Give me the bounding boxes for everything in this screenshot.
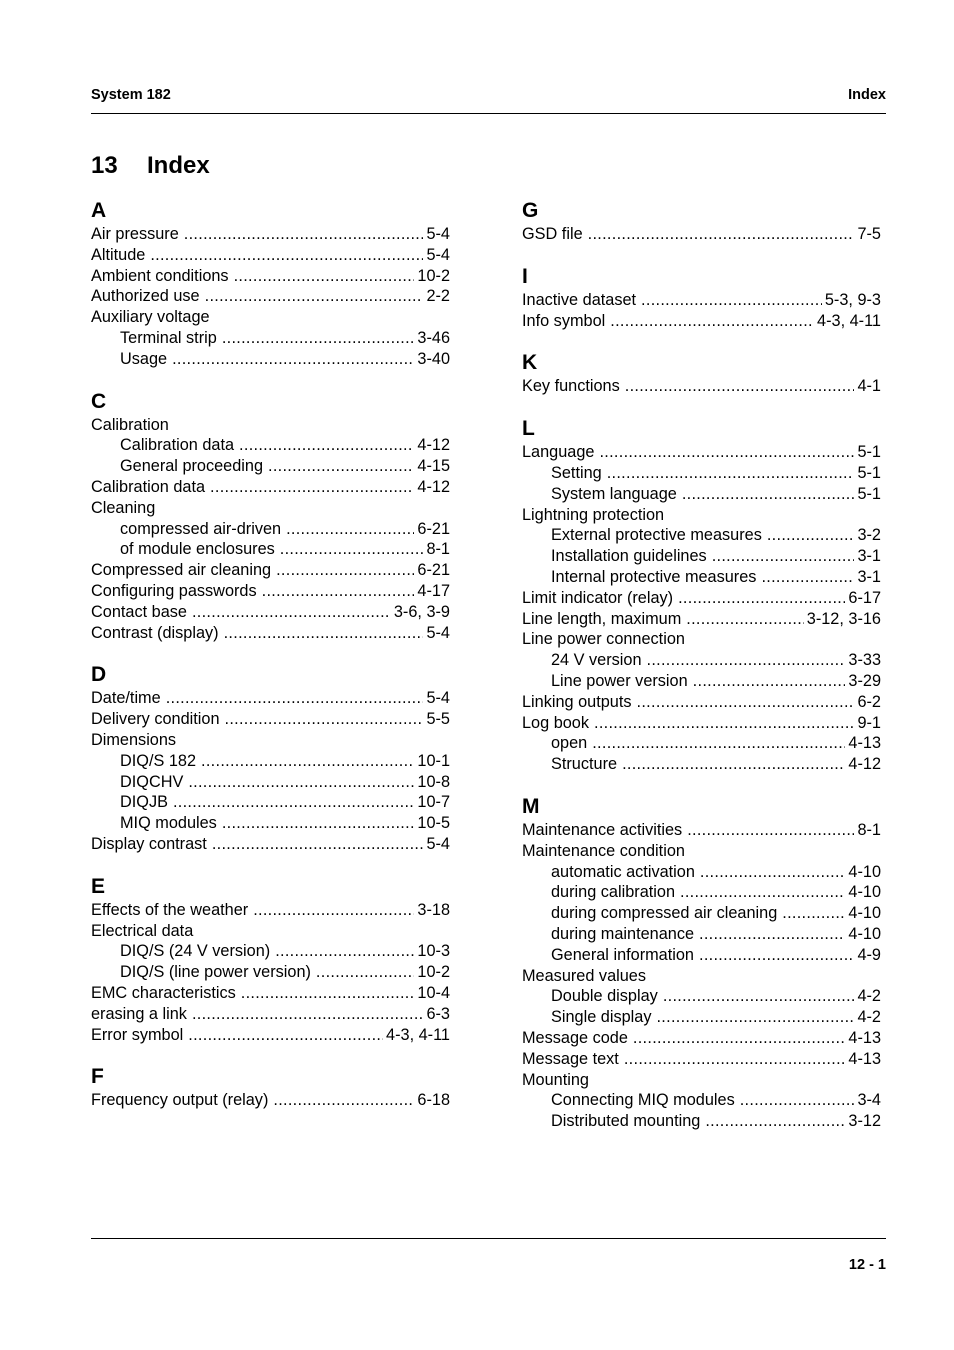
entry-page-ref: 10-5	[417, 814, 450, 833]
section-letter: C	[91, 389, 107, 413]
entry-page-ref: 5-3, 9-3	[824, 290, 881, 309]
index-section-f	[91, 1064, 450, 1111]
index-entry	[91, 709, 450, 730]
entry-page-ref: 10-2	[417, 963, 450, 982]
index-entry	[522, 1049, 881, 1070]
entry-page-ref: 3-2	[857, 526, 881, 545]
entry-page-ref: 2-2	[426, 287, 450, 306]
index-subentry	[91, 539, 450, 560]
header-section-title: Index	[848, 87, 886, 103]
dot-leader	[192, 1004, 424, 1025]
index-subentry	[522, 1090, 881, 1111]
entry-term: DIQJB	[120, 793, 168, 812]
dot-leader	[225, 709, 424, 730]
entry-term: during compressed air cleaning	[551, 904, 778, 923]
entry-page-ref: 6-21	[417, 561, 450, 580]
entry-term: Contrast (display)	[91, 623, 219, 642]
entry-term: 24 V version	[551, 651, 642, 670]
entry-page-ref: 5-1	[857, 443, 881, 462]
dot-leader	[687, 820, 854, 841]
index-entry	[522, 629, 881, 650]
index-entry	[91, 1004, 450, 1025]
index-section-g	[522, 198, 881, 245]
index-subentry	[91, 941, 450, 962]
entry-term: Measured values	[522, 966, 646, 985]
index-entry	[522, 442, 881, 463]
dot-leader	[712, 546, 855, 567]
index-entry	[91, 560, 450, 581]
entry-page-ref: 3-33	[848, 651, 881, 670]
entry-page-ref: 4-10	[848, 862, 881, 881]
dot-leader	[150, 245, 423, 266]
index-subentry	[522, 525, 881, 546]
dot-leader	[222, 813, 415, 834]
entry-page-ref: 4-10	[848, 883, 881, 902]
index-subentry	[522, 754, 881, 775]
entry-term: Calibration	[91, 415, 169, 434]
index-entry	[91, 688, 450, 709]
entry-term: Altitude	[91, 245, 146, 264]
dot-leader	[592, 733, 845, 754]
entry-page-ref: 4-1	[857, 377, 881, 396]
entry-page-ref: 4-10	[848, 904, 881, 923]
dot-leader	[637, 692, 855, 713]
index-subentry	[91, 772, 450, 793]
index-subentry	[522, 882, 881, 903]
dot-leader	[656, 1007, 854, 1028]
entry-term: EMC characteristics	[91, 983, 236, 1002]
dot-leader	[268, 456, 414, 477]
index-subentry	[91, 519, 450, 540]
section-letter: D	[91, 663, 107, 687]
dot-leader	[641, 290, 822, 311]
footer-rule	[91, 1238, 886, 1239]
page-number: 12 - 1	[848, 1257, 886, 1273]
index-section-d	[91, 662, 450, 854]
dot-leader	[316, 962, 414, 983]
index-subentry	[91, 456, 450, 477]
dot-leader	[276, 560, 414, 581]
index-subentry	[522, 862, 881, 883]
index-entry	[522, 224, 881, 245]
index-entry	[522, 376, 881, 397]
index-section-a	[91, 198, 450, 370]
dot-leader	[588, 224, 855, 245]
entry-term: Terminal strip	[120, 328, 217, 347]
index-subentry	[522, 650, 881, 671]
entry-page-ref: 3-4	[857, 1091, 881, 1110]
index-entry	[91, 266, 450, 287]
entry-page-ref: 3-40	[417, 349, 450, 368]
entry-term: Line power connection	[522, 630, 685, 649]
entry-term: Configuring passwords	[91, 581, 257, 600]
dot-leader	[241, 983, 415, 1004]
entry-term: Authorized use	[91, 287, 200, 306]
entry-term: Effects of the weather	[91, 900, 249, 919]
entry-term: DIQ/S (line power version)	[120, 963, 311, 982]
dot-leader	[680, 882, 845, 903]
entry-term: Limit indicator (relay)	[522, 588, 674, 607]
dot-leader	[693, 671, 846, 692]
index-entry	[91, 983, 450, 1004]
entry-page-ref: 4-10	[848, 924, 881, 943]
dot-leader	[594, 713, 854, 734]
dot-leader	[663, 986, 855, 1007]
entry-term: erasing a link	[91, 1004, 187, 1023]
dot-leader	[239, 435, 414, 456]
entry-page-ref: 6-17	[848, 588, 881, 607]
entry-term: Info symbol	[522, 311, 606, 330]
index-entry	[522, 311, 881, 332]
index-entry	[522, 588, 881, 609]
index-subentry	[522, 733, 881, 754]
index-entry	[522, 1070, 881, 1091]
entry-term: Air pressure	[91, 225, 179, 243]
entry-page-ref: 7-5	[857, 225, 881, 243]
index-subentry	[91, 349, 450, 370]
index-subentry	[522, 463, 881, 484]
dot-leader	[624, 1049, 846, 1070]
entry-term: Double display	[551, 987, 658, 1006]
index-section-k	[522, 350, 881, 397]
entry-term: DIQ/S 182	[120, 751, 197, 770]
index-entry	[91, 921, 450, 942]
section-letter: L	[522, 417, 535, 441]
section-letter: E	[91, 874, 106, 898]
dot-leader	[273, 1090, 414, 1111]
dot-leader	[705, 1111, 845, 1132]
dot-leader	[262, 581, 415, 602]
entry-term: Delivery condition	[91, 710, 220, 729]
entry-term: Cleaning	[91, 498, 156, 517]
index-section-i	[522, 264, 881, 332]
index-entry	[522, 505, 881, 526]
index-subentry	[522, 1007, 881, 1028]
entry-term: automatic activation	[551, 862, 695, 881]
entry-term: DIQ/S (24 V version)	[120, 942, 271, 961]
entry-page-ref: 5-4	[426, 689, 450, 708]
entry-page-ref: 10-7	[417, 793, 450, 812]
index-entry	[91, 581, 450, 602]
dot-leader	[184, 224, 424, 245]
entry-page-ref: 4-13	[848, 1049, 881, 1068]
index-entry	[91, 1025, 450, 1046]
entry-page-ref: 4-17	[417, 581, 450, 600]
index-entry	[522, 820, 881, 841]
index-entry	[522, 1028, 881, 1049]
entry-page-ref: 10-4	[417, 983, 450, 1002]
dot-leader	[172, 349, 414, 370]
dot-leader	[607, 463, 855, 484]
entry-page-ref: 3-1	[857, 547, 881, 566]
dot-leader	[699, 945, 854, 966]
entry-page-ref: 8-1	[857, 820, 881, 839]
entry-term: System language	[551, 484, 677, 503]
dot-leader	[767, 525, 855, 546]
index-entry	[522, 692, 881, 713]
dot-leader	[633, 1028, 846, 1049]
entry-page-ref: 4-12	[417, 436, 450, 455]
entry-page-ref: 10-3	[417, 942, 450, 961]
index-subentry	[522, 986, 881, 1007]
entry-page-ref: 4-12	[848, 755, 881, 774]
dot-leader	[682, 484, 855, 505]
entry-term: Message text	[522, 1049, 619, 1068]
dot-leader	[280, 539, 424, 560]
index-entry	[91, 623, 450, 644]
entry-term: Connecting MIQ modules	[551, 1091, 735, 1110]
entry-term: Lightning protection	[522, 505, 665, 524]
entry-page-ref: 5-1	[857, 484, 881, 503]
entry-term: Dimensions	[91, 730, 177, 749]
dot-leader	[253, 900, 414, 921]
entry-term: Electrical data	[91, 921, 194, 940]
dot-leader	[599, 442, 854, 463]
entry-page-ref: 9-1	[857, 713, 881, 732]
entry-page-ref: 3-12	[848, 1112, 881, 1131]
entry-page-ref: 5-4	[426, 245, 450, 264]
entry-term: DIQCHV	[120, 772, 184, 791]
entry-page-ref: 5-1	[857, 463, 881, 482]
index-subentry	[91, 435, 450, 456]
entry-page-ref: 10-2	[417, 266, 450, 285]
entry-page-ref: 3-18	[417, 900, 450, 919]
dot-leader	[610, 311, 814, 332]
entry-term: External protective measures	[551, 526, 762, 545]
index-subentry	[91, 328, 450, 349]
index-column-left	[91, 198, 450, 1130]
index-entry	[91, 245, 450, 266]
entry-term: Setting	[551, 463, 602, 482]
entry-page-ref: 4-3, 4-11	[386, 1025, 450, 1044]
index-entry	[91, 602, 450, 623]
dot-leader	[212, 834, 424, 855]
entry-page-ref: 4-2	[857, 987, 881, 1006]
entry-page-ref: 4-13	[848, 1028, 881, 1047]
entry-term: Maintenance condition	[522, 841, 685, 860]
entry-term: during maintenance	[551, 924, 695, 943]
entry-term: Message code	[522, 1028, 628, 1047]
index-subentry	[522, 546, 881, 567]
index-subentry	[91, 813, 450, 834]
index-section-m	[522, 794, 881, 1132]
dot-leader	[647, 650, 846, 671]
entry-term: GSD file	[522, 225, 583, 243]
entry-term: during calibration	[551, 883, 675, 902]
index-section-l	[522, 416, 881, 775]
chapter-number: 13	[91, 152, 118, 179]
dot-leader	[188, 772, 414, 793]
dot-leader	[234, 266, 415, 287]
index-section-e	[91, 874, 450, 1046]
entry-term: MIQ modules	[120, 814, 217, 833]
entry-term: of module enclosures	[120, 540, 275, 559]
index-entry	[522, 290, 881, 311]
index-subentry	[91, 962, 450, 983]
index-subentry	[522, 671, 881, 692]
entry-term: Date/time	[91, 689, 161, 708]
entry-term: Maintenance activities	[522, 820, 683, 839]
entry-page-ref: 5-4	[426, 623, 450, 642]
entry-term: Single display	[551, 1008, 652, 1027]
index-entry	[522, 841, 881, 862]
entry-page-ref: 4-12	[417, 477, 450, 496]
entry-term: Calibration data	[120, 436, 235, 455]
dot-leader	[782, 903, 845, 924]
index-section-c	[91, 389, 450, 644]
header-document-title: System 182	[91, 87, 171, 103]
dot-leader	[224, 623, 424, 644]
entry-term: Auxiliary voltage	[91, 308, 210, 327]
index-entry	[522, 609, 881, 630]
index-entry	[91, 730, 450, 751]
entry-term: Usage	[120, 349, 168, 368]
entry-term: compressed air-driven	[120, 519, 282, 538]
entry-page-ref: 3-6, 3-9	[393, 602, 450, 621]
entry-page-ref: 3-12, 3-16	[806, 609, 881, 628]
entry-page-ref: 5-4	[426, 834, 450, 853]
entry-term: open	[551, 734, 588, 753]
dot-leader	[700, 862, 846, 883]
dot-leader	[166, 688, 424, 709]
entry-page-ref: 4-2	[857, 1008, 881, 1027]
index-subentry	[91, 792, 450, 813]
dot-leader	[622, 754, 845, 775]
entry-page-ref: 4-9	[857, 945, 881, 964]
entry-term: Installation guidelines	[551, 547, 707, 566]
index-entry	[91, 1090, 450, 1111]
entry-term: Internal protective measures	[551, 567, 757, 586]
index-subentry	[522, 567, 881, 588]
entry-page-ref: 4-15	[417, 457, 450, 476]
chapter-title: Index	[147, 152, 210, 179]
entry-term: Ambient conditions	[91, 266, 229, 285]
entry-term: Calibration data	[91, 477, 206, 496]
entry-page-ref: 5-5	[426, 710, 450, 729]
section-letter: A	[91, 199, 107, 222]
index-subentry	[522, 1111, 881, 1132]
dot-leader	[761, 567, 854, 588]
index-subentry	[522, 945, 881, 966]
section-letter: I	[522, 264, 528, 288]
dot-leader	[205, 286, 424, 307]
dot-leader	[686, 609, 803, 630]
entry-page-ref: 6-18	[417, 1091, 450, 1110]
entry-term: Language	[522, 443, 595, 462]
dot-leader	[678, 588, 845, 609]
page-header	[91, 87, 886, 114]
chapter-heading	[91, 152, 210, 180]
index-subentry	[91, 751, 450, 772]
index-entry	[522, 966, 881, 987]
section-letter: F	[91, 1065, 104, 1089]
entry-term: Contact base	[91, 602, 187, 621]
index-entry	[91, 900, 450, 921]
entry-term: Error symbol	[91, 1025, 184, 1044]
dot-leader	[201, 751, 414, 772]
index-subentry	[522, 924, 881, 945]
index-entry	[91, 477, 450, 498]
dot-leader	[699, 924, 845, 945]
index-entry	[91, 224, 450, 245]
entry-page-ref: 6-2	[857, 692, 881, 711]
entry-term: Compressed air cleaning	[91, 561, 272, 580]
entry-term: General proceeding	[120, 457, 264, 476]
section-letter: G	[522, 199, 539, 222]
entry-page-ref: 10-8	[417, 772, 450, 791]
dot-leader	[192, 602, 391, 623]
dot-leader	[173, 792, 414, 813]
index-subentry	[522, 903, 881, 924]
entry-term: Display contrast	[91, 834, 207, 853]
index-entry	[91, 307, 450, 328]
entry-page-ref: 8-1	[426, 540, 450, 559]
entry-page-ref: 6-21	[417, 519, 450, 538]
dot-leader	[740, 1090, 855, 1111]
entry-term: Linking outputs	[522, 692, 632, 711]
entry-page-ref: 5-4	[426, 225, 450, 243]
index-entry	[91, 415, 450, 436]
entry-term: General information	[551, 945, 694, 964]
entry-term: Line power version	[551, 671, 688, 690]
entry-page-ref: 3-1	[857, 567, 881, 586]
entry-page-ref: 3-46	[417, 328, 450, 347]
index-entry	[91, 834, 450, 855]
dot-leader	[188, 1025, 383, 1046]
section-letter: M	[522, 794, 540, 818]
entry-term: Structure	[551, 755, 618, 774]
entry-term: Mounting	[522, 1070, 589, 1089]
dot-leader	[625, 376, 855, 397]
index-column-right	[522, 198, 881, 1151]
entry-term: Distributed mounting	[551, 1112, 701, 1131]
dot-leader	[222, 328, 415, 349]
section-letter: K	[522, 351, 538, 375]
dot-leader	[286, 519, 414, 540]
index-subentry	[522, 484, 881, 505]
entry-page-ref: 6-3	[426, 1004, 450, 1023]
entry-page-ref: 4-3, 4-11	[817, 311, 881, 330]
dot-leader	[275, 941, 414, 962]
entry-term: Inactive dataset	[522, 290, 637, 309]
entry-page-ref: 10-1	[417, 751, 450, 770]
entry-term: Line length, maximum	[522, 609, 682, 628]
entry-page-ref: 3-29	[848, 671, 881, 690]
index-entry	[91, 498, 450, 519]
entry-term: Frequency output (relay)	[91, 1091, 269, 1110]
entry-term: Key functions	[522, 377, 620, 396]
dot-leader	[210, 477, 414, 498]
entry-page-ref: 4-13	[848, 734, 881, 753]
entry-term: Log book	[522, 713, 589, 732]
index-entry	[522, 713, 881, 734]
index-entry	[91, 286, 450, 307]
